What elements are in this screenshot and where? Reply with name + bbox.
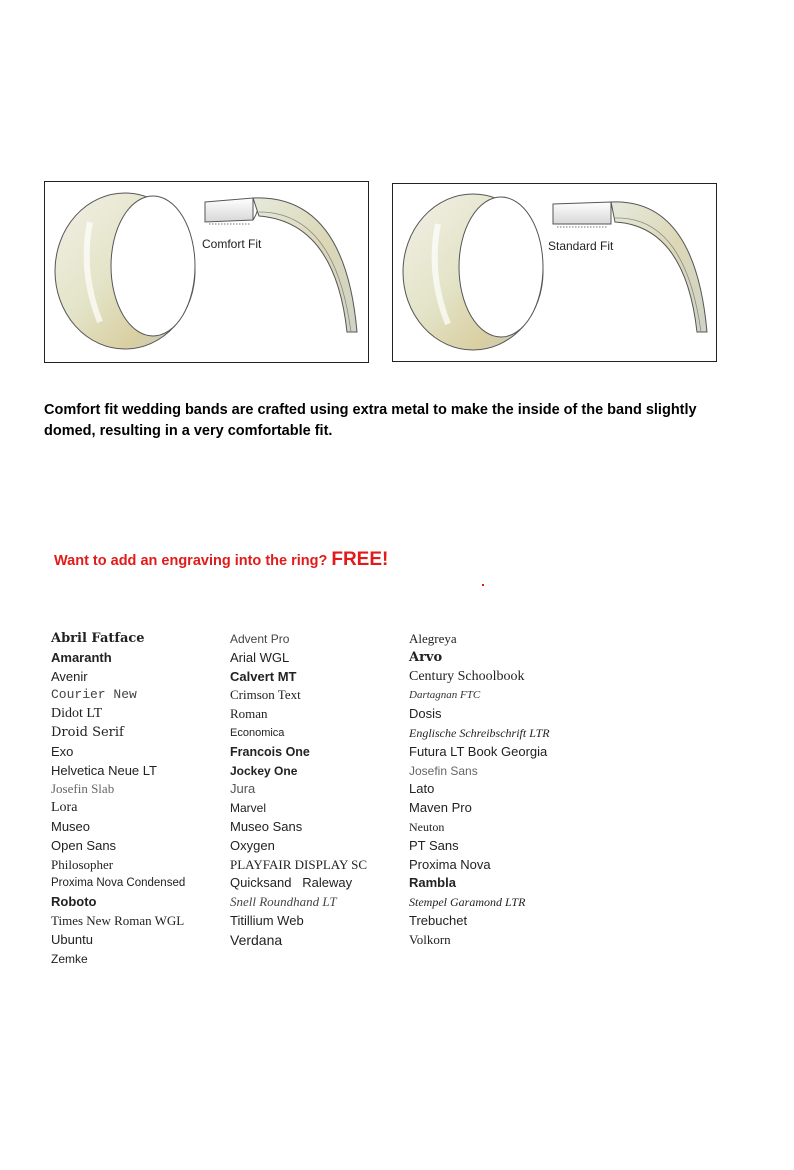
font-option: Snell Roundhand LT [230, 894, 337, 910]
engraving-promo [54, 549, 388, 571]
font-option: Museo [51, 818, 91, 834]
red-dot-mark [482, 584, 484, 586]
font-option: Marvel [230, 801, 267, 816]
comfort-fit-description: Comfort fit wedding bands are crafted using extra metal to make the inside of the band slightly domed, resulting in a very comfortable fit. [44, 402, 697, 439]
font-option: Lora [51, 800, 78, 816]
font-option: Exo [51, 743, 74, 759]
font-option: Courier New [51, 687, 137, 703]
font-option: Proxima Nova [409, 856, 491, 872]
font-option: Titillium Web [230, 912, 304, 928]
font-option: Abril Fatface [51, 631, 145, 646]
font-option: Museo Sans [230, 818, 303, 834]
font-option: Alegreya [409, 631, 457, 646]
free-badge: FREE! [331, 549, 389, 570]
font-option: Advent Pro [230, 632, 290, 646]
font-option: Francois One [230, 744, 310, 759]
font-option: Englische Schreibschrift LTR [409, 725, 550, 740]
font-option: Jura [230, 781, 256, 797]
font-option: PT Sans [409, 837, 459, 853]
font-option: Arial WGL [230, 649, 290, 665]
font-option: Helvetica Neue LT [51, 762, 157, 778]
font-option: Century Schoolbook [409, 668, 525, 684]
font-option: Proxima Nova Condensed [51, 877, 186, 890]
font-list-column-3 [409, 630, 550, 950]
font-list-column-2 [230, 630, 367, 950]
standard-fit-label: Standard Fit [548, 239, 614, 253]
font-option: Zemke [51, 951, 88, 966]
font-option: Lato [409, 781, 435, 797]
font-option: Volkorn [409, 931, 451, 947]
font-option: Didot LT [51, 706, 103, 722]
font-option: Quicksand Raleway [230, 875, 353, 891]
font-option: Arvo [409, 649, 443, 665]
font-option: Calvert MT [230, 668, 297, 684]
font-option: Amaranth [51, 649, 112, 665]
font-option: Philosopher [51, 856, 114, 872]
engraving-question: Want to add an engraving into the ring? [54, 553, 328, 569]
font-option: Open Sans [51, 837, 117, 853]
font-list-column-1 [51, 630, 185, 968]
font-option: Avenir [51, 668, 88, 684]
comfort-fit-ring-illustration [45, 182, 367, 361]
font-option: Times New Roman WGL [51, 912, 185, 928]
font-option: Josefin Slab [51, 781, 115, 797]
font-option: Roman [230, 706, 268, 722]
font-option: Maven Pro [409, 800, 472, 816]
font-option: Dosis [409, 706, 442, 722]
font-option: Jockey One [230, 763, 298, 778]
font-option: Economica [230, 726, 285, 739]
comfort-fit-figure [44, 181, 369, 363]
font-option: Stempel Garamond LTR [409, 895, 526, 910]
font-option: Josefin Sans [409, 763, 478, 778]
font-option: Roboto [51, 894, 97, 910]
standard-fit-ring-illustration [393, 184, 715, 360]
font-option: Verdana [230, 931, 283, 948]
font-option: Crimson Text [230, 687, 301, 703]
font-option: Rambla [409, 875, 456, 891]
font-option: Ubuntu [51, 931, 93, 947]
standard-fit-figure [392, 183, 717, 362]
font-option: Neuton [409, 819, 445, 834]
font-option: Trebuchet [409, 912, 468, 928]
comfort-fit-label: Comfort Fit [202, 237, 262, 251]
font-option: Futura LT Book Georgia [409, 743, 548, 759]
font-option: PLAYFAIR DISPLAY SC [230, 856, 368, 872]
font-option: Dartagnan FTC [409, 689, 481, 702]
font-option: Droid Serif [51, 724, 124, 740]
font-option: Oxygen [230, 837, 275, 853]
